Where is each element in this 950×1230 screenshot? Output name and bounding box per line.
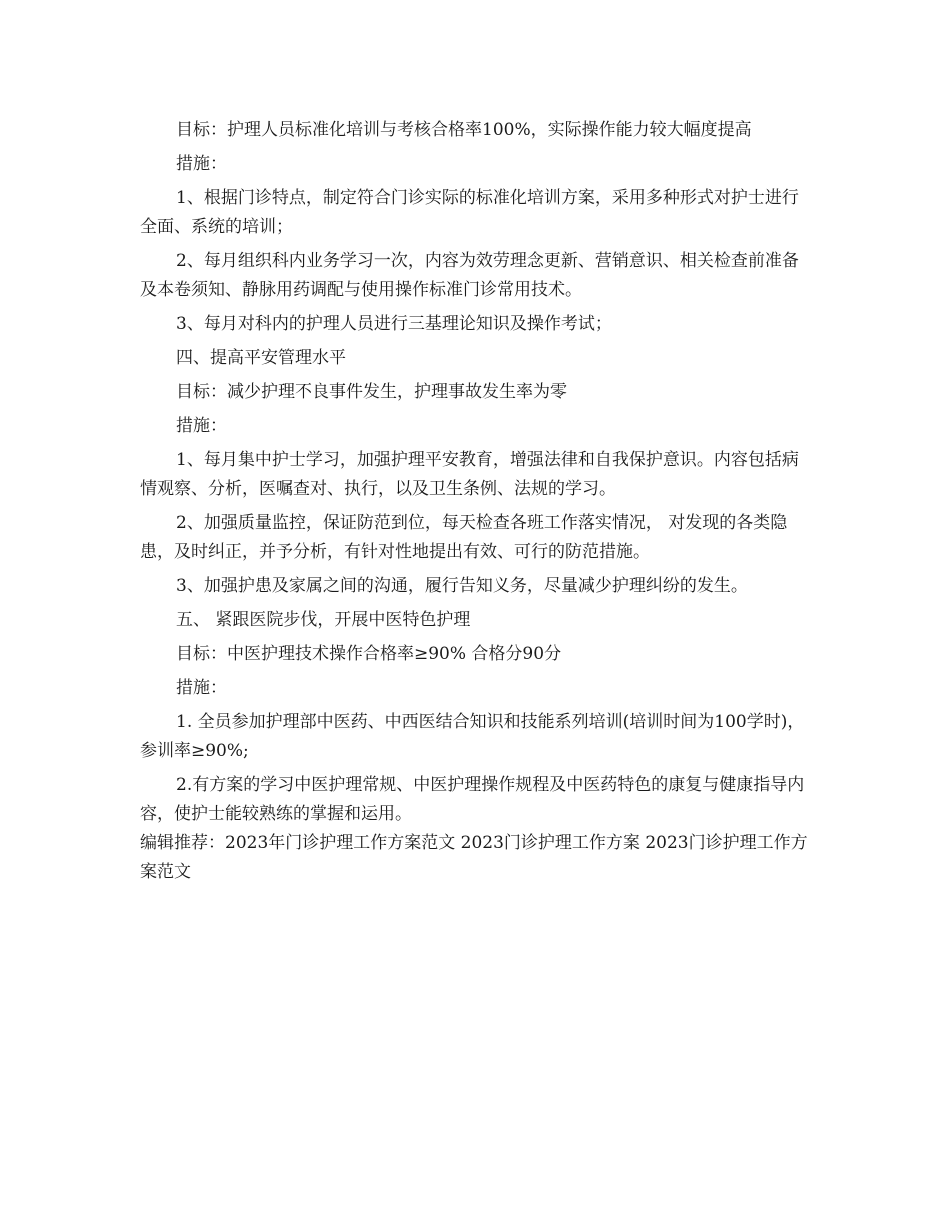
goal-tcm: 目标：中医护理技术操作合格率≥90% 合格分90分: [176, 644, 562, 664]
goal-safety: 目标：减少护理不良事件发生，护理事故发生率为零: [176, 382, 567, 402]
measure-item: 2、每月组织科内业务学习一次，内容为效劳理念更新、营销意识、相关检查前准备及本卷须知、静脉用药调配与使用操作标准门诊常用技术。: [140, 251, 799, 300]
measure-item: 3、每月对科内的护理人员进行三基理论知识及操作考试；: [176, 314, 612, 334]
section-heading-safety: 四、提高平安管理水平: [176, 348, 346, 368]
measures-heading: 措施：: [176, 154, 227, 174]
goal-training: 目标：护理人员标准化培训与考核合格率100%，实际操作能力较大幅度提高: [176, 120, 752, 140]
measure-item: 1、根据门诊特点，制定符合门诊实际的标准化培训方案，采用多种形式对护士进行全面、系统的培训；: [140, 188, 799, 237]
section-heading-tcm: 五、 紧跟医院步伐，开展中医特色护理: [176, 610, 471, 630]
document-body: [140, 116, 810, 892]
measure-item: 2、加强质量监控，保证防范到位，每天检查各班工作落实情况， 对发现的各类隐患，及时纠正，并予分析，有针对性地提出有效、可行的防范措施。: [140, 513, 788, 562]
measure-item: 2.有方案的学习中医护理常规、中医护理操作规程及中医药特色的康复与健康指导内容，使护士能较熟练的掌握和运用。: [140, 775, 805, 824]
measure-item: 1. 全员参加护理部中医药、中西医结合知识和技能系列培训(培训时间为100学时)，参训率≥90%;: [140, 712, 805, 761]
editor-recommendation: 编辑推荐：2023年门诊护理工作方案范文 2023门诊护理工作方案 2023门诊护理工作方案范文: [140, 833, 808, 882]
measure-item: 3、加强护患及家属之间的沟通，履行告知义务，尽量减少护理纠纷的发生。: [176, 576, 748, 596]
measures-heading: 措施：: [176, 416, 227, 436]
measures-heading: 措施：: [176, 678, 227, 698]
measure-item: 1、每月集中护士学习，加强护理平安教育，增强法律和自我保护意识。内容包括病情观察、分析，医嘱查对、执行，以及卫生条例、法规的学习。: [140, 450, 799, 499]
